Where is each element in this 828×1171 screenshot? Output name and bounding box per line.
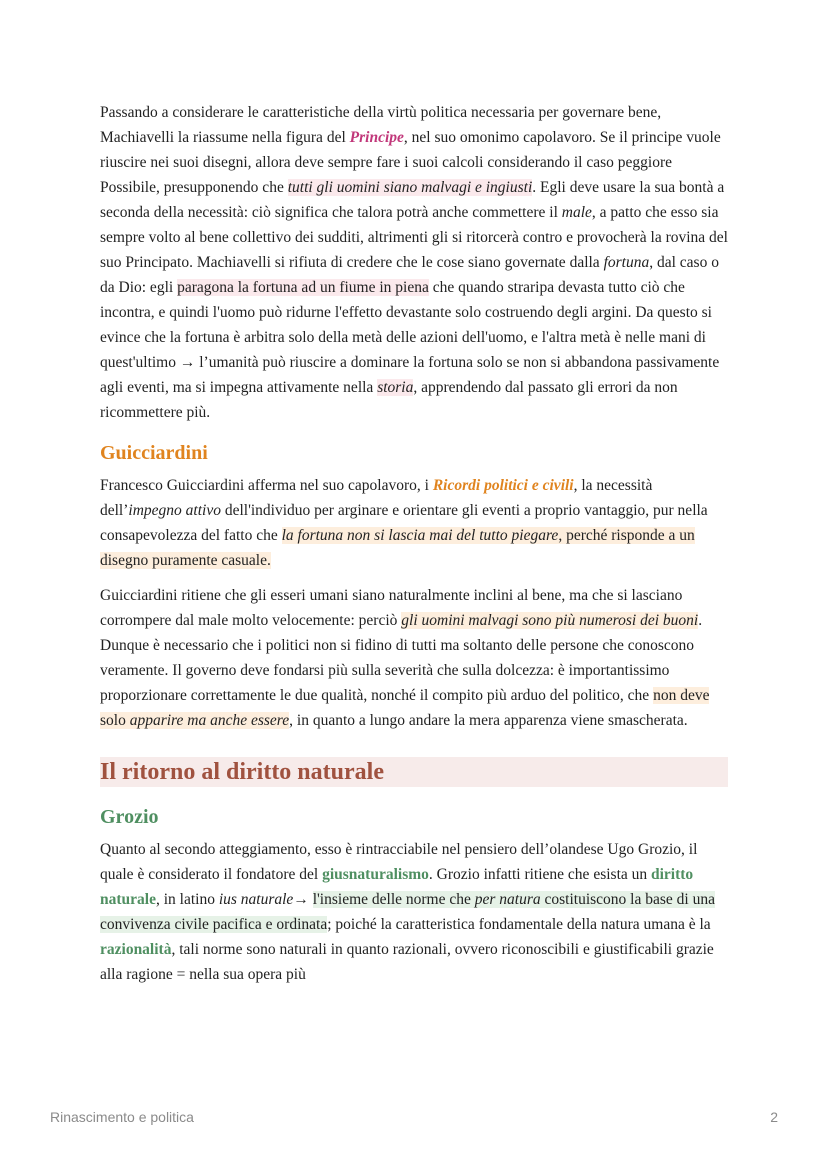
text-run: , apprendendo dal passato gli errori da non ricommettere più. — [100, 379, 678, 421]
highlight-malvagi — [288, 179, 533, 196]
text-run: non deve solo — [100, 687, 710, 729]
footer-title: Rinascimento e politica — [50, 1109, 194, 1125]
text-run: Francesco Guicciardini afferma nel suo capolavoro, i — [100, 477, 433, 494]
highlight-fiume: paragona la fortuna ad un fiume in piena — [177, 279, 429, 296]
grozio-heading: Grozio — [100, 806, 159, 828]
text-run: , nel suo omonimo capolavoro. Se il principe vuole riuscire nei suoi disegni, allora deve sempre fare i suoi calcoli considerando il caso peggiore Possibile, presupponendo che — [100, 129, 721, 196]
text-run: che quando straripa devasta tutto ciò che incontra, e quindi l'uomo può ridurne l'effetto devastante solo costruendo degli argini. Da questo si evince che la fortuna è arbitra solo della metà delle azioni dell'uomo, e l'altra metà è nelle mani di quest'ultimo → l’umanità può riuscire a dominare la fortuna solo se non si abbandona passivamente agli eventi, ma si impegna attivamente nella — [100, 279, 720, 396]
ricordi-highlight: Ricordi politici e civili — [432, 477, 574, 494]
text-run: fortuna — [603, 254, 650, 271]
page-footer — [50, 1109, 778, 1125]
page-content — [100, 100, 728, 997]
text-run: apparire ma anche essere — [129, 712, 290, 729]
text-run: , dal caso o da Dio: egli — [100, 254, 719, 296]
text-run: , tali norme sono naturali in quanto razionali, ovvero riconoscibili e giustificabili grazie alla ragione = nella sua opera più — [100, 941, 714, 983]
text-run: , a patto che esso sia sempre volto al bene collettivo dei sudditi, altrimenti gli si ritorcerà contro e provocherà la rovina del suo Principato. Machiavelli si rifiuta di credere che le cose siano governate dalla — [100, 204, 728, 271]
giusnaturalismo-term: giusnaturalismo — [322, 866, 429, 883]
section-heading: Il ritorno al diritto naturale — [100, 757, 728, 787]
principe-highlight: Principe — [349, 129, 404, 146]
grozio-paragraph — [100, 837, 728, 987]
machiavelli-paragraph — [100, 100, 728, 425]
text-run: . Dunque è necessario che i politici non si fidino di tutti ma soltanto delle persone che conoscono veramente. Il governo deve fondarsi più sulla severità che sulla dolcezza: è importantissimo proporzionare correttamente le due qualità, nonché il compito più arduo del politico, che — [100, 612, 703, 704]
text-run: , perché risponde a un disegno puramente casuale. — [100, 527, 695, 569]
guicciardini-heading: Guicciardini — [100, 442, 208, 464]
page-number: 2 — [770, 1109, 778, 1125]
text-run: , in latino — [155, 891, 219, 908]
text-run: Quanto al secondo atteggiamento, esso è rintracciabile nel pensiero dell’olandese Ugo Grozio, il quale è considerato il fondatore del — [100, 841, 698, 883]
text-run: , la necessità dell’ — [100, 477, 653, 519]
text-run: . Grozio infatti ritiene che esista un — [428, 866, 651, 883]
text-run: , in quanto a lungo andare la mera apparenza viene smascherata. — [289, 712, 688, 729]
text-run: Guicciardini ritiene che gli esseri umani siano naturalmente inclini al bene, ma che si lasciano corrompere dal male molto velocemente: perciò — [100, 587, 683, 629]
text-run: . Egli deve usare la sua bontà a seconda della necessità: ciò significa che talora potrà anche commettere il — [100, 179, 725, 221]
guicciardini-paragraph-2 — [100, 583, 728, 733]
razionalita-term: razionalità — [100, 941, 172, 958]
highlight-storia: storia — [377, 379, 414, 396]
text-run: costituiscono la base di una convivenza civile pacifica e ordinata — [100, 891, 715, 933]
text-run: tutti gli uomini siano malvagi e ingiusti — [287, 179, 533, 196]
text-run: → — [293, 891, 313, 908]
diritto-naturale-term: diritto naturale — [100, 866, 694, 908]
text-run: impegno attivo — [128, 502, 221, 519]
text-run: male — [561, 204, 592, 221]
guicciardini-paragraph-1 — [100, 473, 728, 573]
text-run: per natura — [474, 891, 541, 908]
text-run: la fortuna non si lascia mai del tutto piegare — [281, 527, 559, 544]
text-run: ius naturale — [218, 891, 294, 908]
highlight-malvagi-numerosi: gli uomini malvagi sono più numerosi dei buoni — [401, 612, 699, 629]
text-run: dell'individuo per arginare e orientare gli eventi a proprio vantaggio, pur nella consapevolezza del fatto che — [100, 502, 708, 544]
text-run: ; poiché la caratteristica fondamentale della natura umana è la — [327, 916, 711, 933]
text-run: l'insieme delle norme che — [312, 891, 475, 908]
text-run: Passando a considerare le caratteristiche della virtù politica necessaria per governare bene, Machiavelli la riassume nella figura del — [100, 104, 662, 146]
